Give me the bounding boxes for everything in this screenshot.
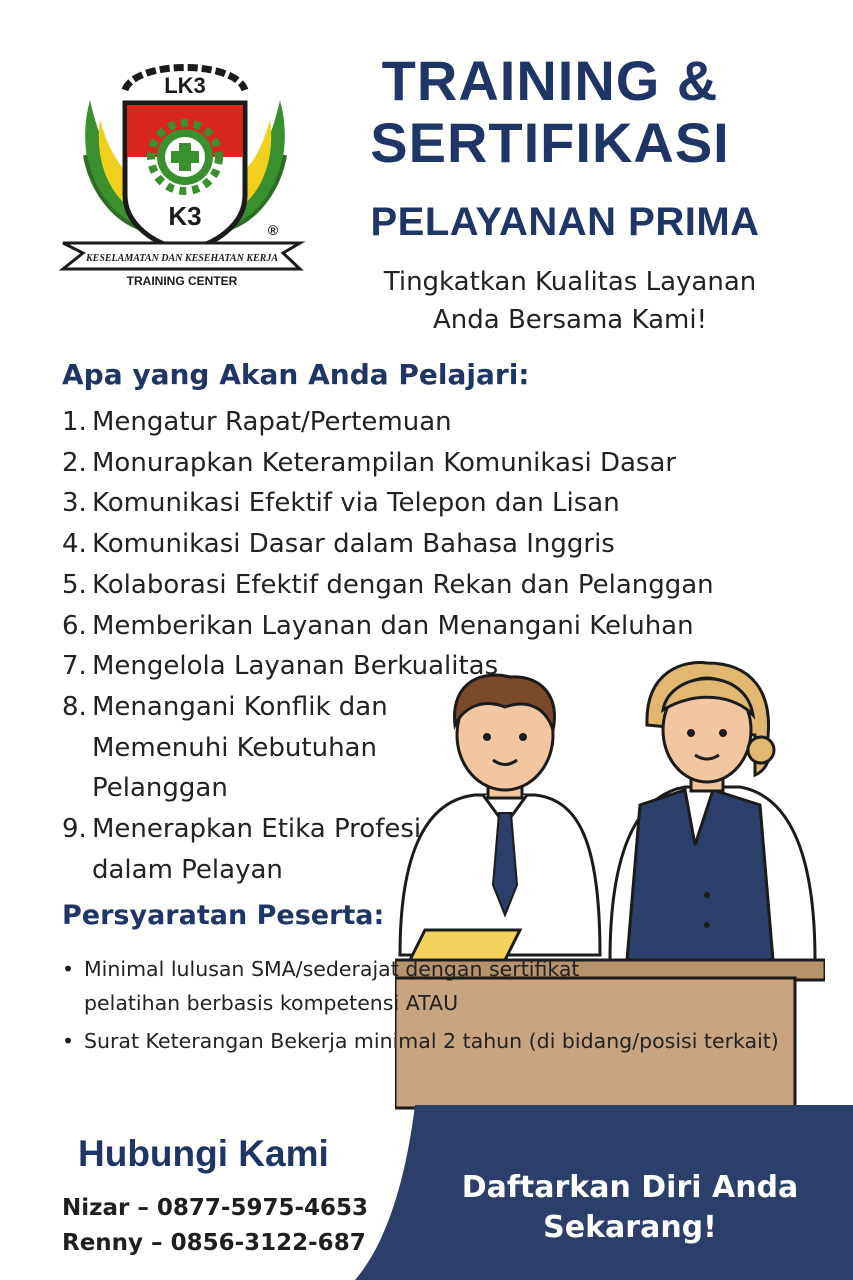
- requirements-heading: Persyaratan Peserta:: [62, 900, 385, 931]
- contact-heading: Hubungi Kami: [78, 1133, 329, 1174]
- page-subtitle: PELAYANAN PRIMA: [370, 200, 760, 244]
- list-item: • Minimal lulusan SMA/sederajat dengan sertifikat pelatihan berbasis kompetensi ATAU: [62, 952, 644, 1020]
- cta-line-1: Daftarkan Diri Anda: [461, 1170, 799, 1205]
- list-item: 8. Menangani Konflik dan Memenuhi Kebutuhan Pelanggan: [62, 691, 388, 804]
- list-item: 1. Mengatur Rapat/Pertemuan: [62, 407, 452, 437]
- registered-mark: ®: [267, 222, 279, 238]
- requirements-list: [62, 952, 832, 1058]
- list-item: 9. Menerapkan Etika Profesi dalam Pelayan: [62, 814, 422, 885]
- tagline-line-2: Anda Bersama Kami!: [433, 305, 707, 335]
- title-line-1: TRAINING &: [381, 49, 719, 112]
- logo-shield-text: K3: [168, 201, 202, 231]
- contact-line-renny: Renny – 0856-3122-687: [62, 1230, 366, 1256]
- title-line-2: SERTIFIKASI: [370, 111, 730, 174]
- contact-line-nizar: Nizar – 0877-5975-4653: [62, 1195, 369, 1221]
- lk3-training-center-logo: [55, 45, 315, 295]
- tagline-line-1: Tingkatkan Kualitas Layanan: [383, 267, 757, 297]
- learn-list: [62, 402, 762, 890]
- list-item: • Surat Keterangan Bekerja minimal 2 tahun (di bidang/posisi terkait): [62, 1024, 832, 1058]
- learn-heading: Apa yang Akan Anda Pelajari:: [62, 358, 530, 391]
- list-item: 6. Memberikan Layanan dan Menangani Keluhan: [62, 610, 694, 641]
- list-item: 2. Monurapkan Keterampilan Komunikasi Dasar: [62, 447, 677, 478]
- list-item: 5. Kolaborasi Efektif dengan Rekan dan Pelanggan: [62, 569, 714, 600]
- list-item: 3. Komunikasi Efektif via Telepon dan Lisan: [62, 488, 620, 519]
- page-title: [330, 50, 770, 174]
- register-cta: [440, 1168, 820, 1248]
- tagline: [340, 263, 800, 339]
- logo-bottom-text: TRAINING CENTER: [126, 274, 238, 288]
- list-item: 4. Komunikasi Dasar dalam Bahasa Inggris: [62, 529, 615, 560]
- logo-top-text: LK3: [164, 73, 206, 98]
- cta-line-2: Sekarang!: [543, 1210, 717, 1245]
- logo-banner-text: KESELAMATAN DAN KESEHATAN KERJA: [85, 253, 279, 264]
- list-item: 7. Mengelola Layanan Berkualitas: [62, 651, 499, 682]
